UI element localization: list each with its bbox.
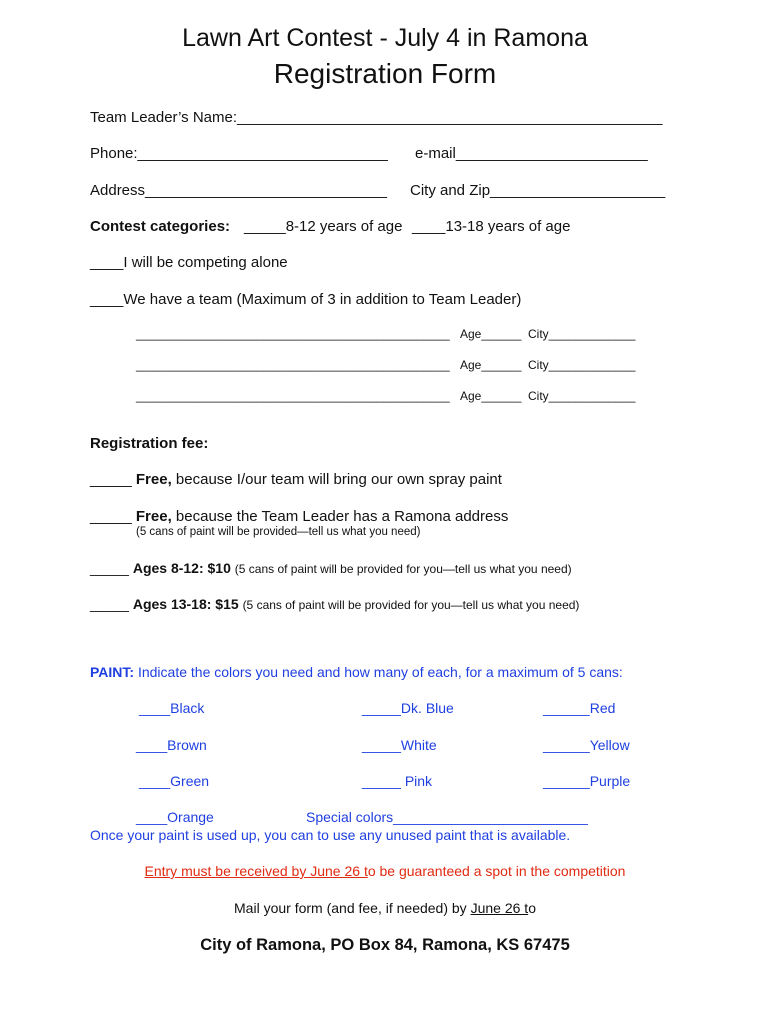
paint-green[interactable]: ____Green — [139, 773, 210, 789]
paint-orange[interactable]: ____Orange — [136, 809, 214, 825]
fee-label: Ages 8-12: $10 — [132, 560, 231, 576]
paint-note: Once your paint is used up, you can to use any unused paint that is available. — [90, 827, 571, 843]
paint-white[interactable]: _____White — [362, 737, 437, 753]
fee-option-ages-13-18[interactable] — [90, 596, 579, 612]
member-age-field[interactable]: Age______ — [460, 327, 522, 341]
fee-blank: _____ — [90, 560, 129, 576]
fee-option-free-paint[interactable] — [90, 471, 502, 488]
fee-option-ages-8-12[interactable] — [90, 560, 572, 576]
paint-black[interactable]: ____Black — [139, 700, 205, 716]
fee-blank: _____ — [90, 471, 132, 488]
fee-description: because I/our team will bring our own spray paint — [175, 471, 502, 488]
mail-instructions — [0, 900, 770, 916]
fee-option-free-ramona[interactable] — [90, 508, 508, 525]
entry-deadline-rest: o be guaranteed a spot in the competition — [367, 863, 626, 879]
category-13-18[interactable]: ____13-18 years of age — [412, 218, 571, 235]
category-8-12[interactable]: _____8-12 years of age — [244, 218, 403, 235]
member-age-field[interactable]: Age______ — [460, 389, 522, 403]
fee-label: Free, — [135, 508, 172, 525]
fee-description: (5 cans of paint will be provided for you—tell us what you need) — [242, 598, 580, 612]
phone-field[interactable]: Phone:______________________________ — [90, 145, 388, 162]
team-option[interactable]: ____We have a team (Maximum of 3 in addition to Team Leader) — [90, 291, 522, 308]
paint-brown[interactable]: ____Brown — [136, 737, 207, 753]
contest-categories-label: Contest categories: — [90, 218, 231, 235]
team-leader-field[interactable]: Team Leader’s Name:___________________________________________________ — [90, 109, 663, 126]
paint-special-colors[interactable]: Special colors_________________________ — [306, 809, 588, 825]
member-city-field[interactable]: City_____________ — [528, 389, 636, 403]
paint-yellow[interactable]: ______Yellow — [543, 737, 630, 753]
fee-blank: _____ — [90, 508, 132, 525]
fee-label: Ages 13-18: $15 — [132, 596, 239, 612]
mailing-address: City of Ramona, PO Box 84, Ramona, KS 67475 — [200, 936, 570, 954]
registration-fee-heading: Registration fee: — [90, 435, 209, 452]
form-title: Lawn Art Contest - July 4 in Ramona — [182, 24, 588, 52]
email-field[interactable]: e-mail_______________________ — [415, 145, 648, 162]
form-subtitle: Registration Form — [273, 58, 497, 89]
paint-instructions — [90, 664, 623, 680]
member-name-field[interactable]: _______________________________________________ — [136, 358, 450, 372]
member-age-field[interactable]: Age______ — [460, 358, 522, 372]
city-zip-field[interactable]: City and Zip_____________________ — [410, 182, 666, 199]
member-city-field[interactable]: City_____________ — [528, 358, 636, 372]
address-field[interactable]: Address_____________________________ — [90, 182, 387, 199]
paint-purple[interactable]: ______Purple — [543, 773, 631, 789]
paint-text: Indicate the colors you need and how many of each, for a maximum of 5 cans: — [137, 664, 623, 680]
member-city-field[interactable]: City_____________ — [528, 327, 636, 341]
fee-note: (5 cans of paint will be provided—tell us what you need) — [136, 526, 421, 538]
member-name-field[interactable]: _______________________________________________ — [136, 389, 450, 403]
fee-description: (5 cans of paint will be provided for you—tell us what you need) — [234, 562, 572, 576]
mail-date: June 26 t — [470, 900, 529, 916]
paint-pink[interactable]: _____ Pink — [362, 773, 433, 789]
entry-deadline-underlined: Entry must be received by June 26 t — [144, 863, 368, 879]
paint-label: PAINT: — [90, 664, 135, 680]
member-name-field[interactable]: _______________________________________________ — [136, 327, 450, 341]
paint-red[interactable]: ______Red — [543, 700, 616, 716]
fee-label: Free, — [135, 471, 172, 488]
competing-alone-option[interactable]: ____I will be competing alone — [90, 254, 288, 271]
fee-blank: _____ — [90, 596, 129, 612]
mail-text-end: o — [528, 900, 536, 916]
mail-text: Mail your form (and fee, if needed) by — [234, 900, 471, 916]
entry-deadline — [0, 863, 770, 879]
fee-description: because the Team Leader has a Ramona address — [175, 508, 509, 525]
paint-dk-blue[interactable]: _____Dk. Blue — [362, 700, 454, 716]
